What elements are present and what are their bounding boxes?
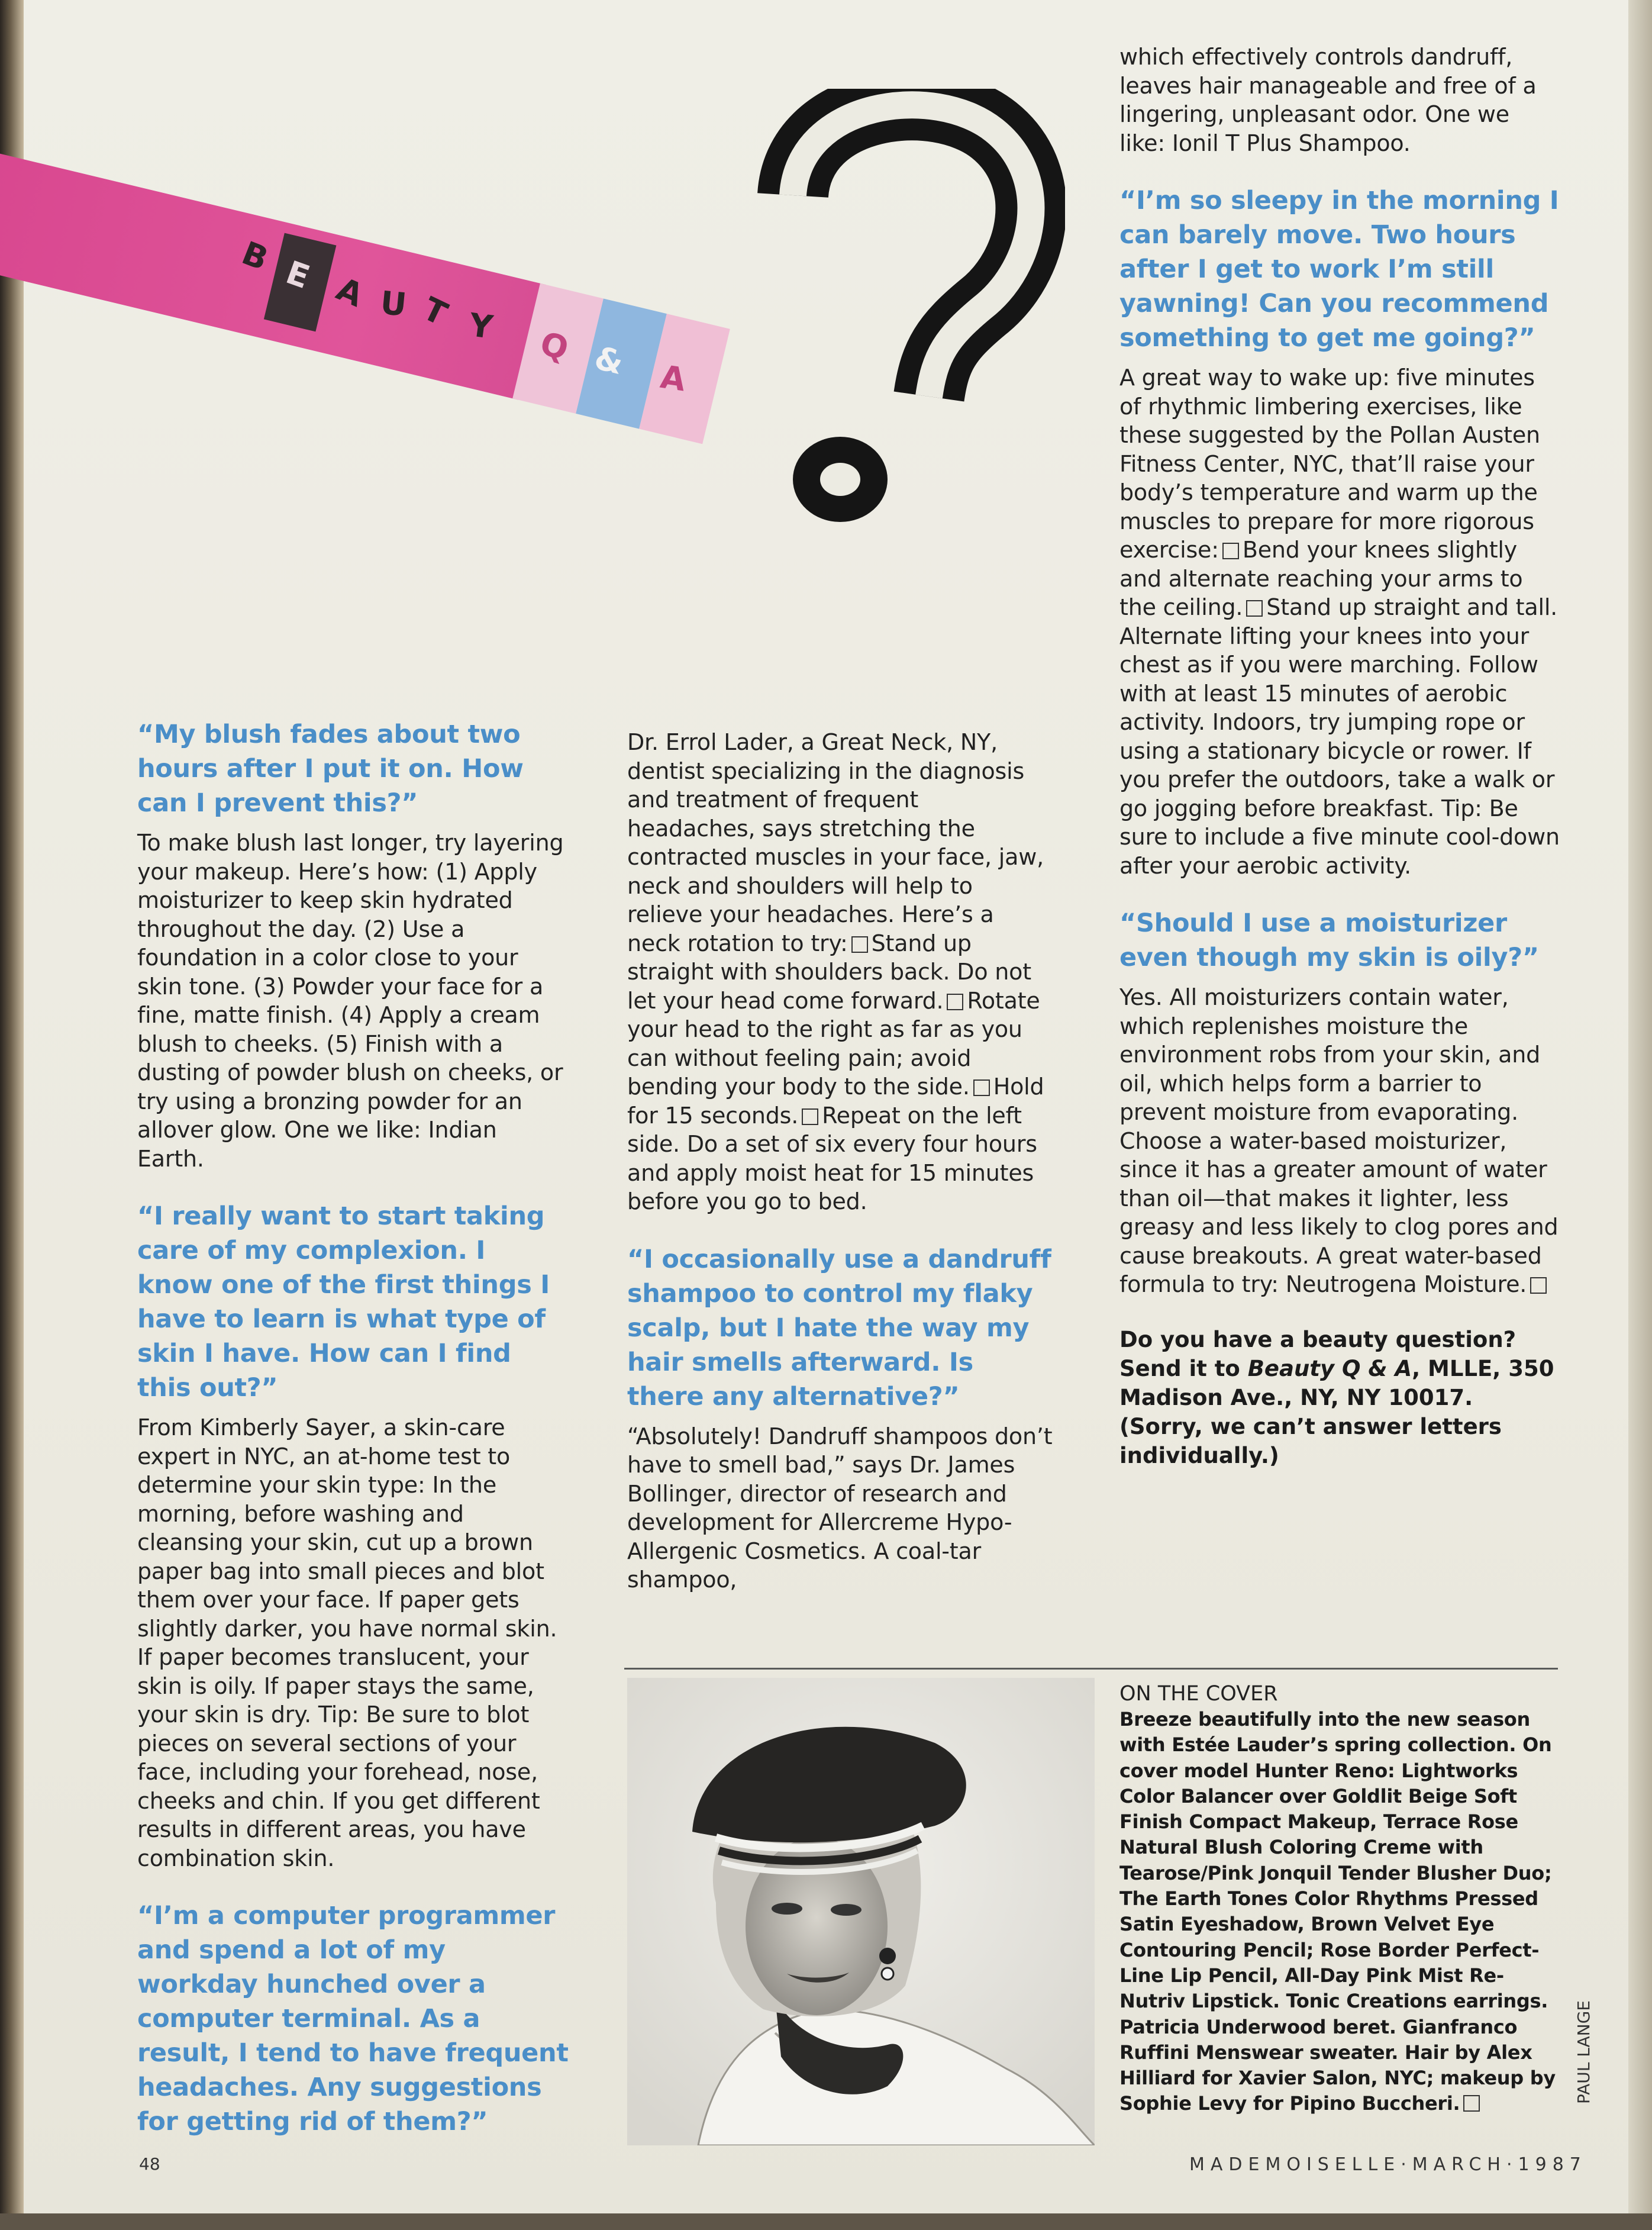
photo-credit: PAUL LANGE xyxy=(1574,2000,1593,2104)
column-2 xyxy=(627,728,1053,1594)
answer-skin-type: From Kimberly Sayer, a skin-care expert in NYC, an at-home test to determine your skin type: In the morning, before washing and cleansing your skin, cut up a brown paper bag into small pieces and blot them over your face. If paper gets slightly darker, you have normal skin. If paper becomes translucent, your skin is oily. If paper stays the same, your skin is dry. Tip: Be sure to blot pieces on several sections of your face, including your forehead, nose, cheeks and chin. If you get different results in different areas, you have combination skin. xyxy=(137,1414,557,1871)
answer-headaches-step-4: Repeat on the left side. Do a set of six every four hours and apply moist heat for 15 minutes before you go to bed. xyxy=(627,1102,1037,1214)
reader-question-note xyxy=(1119,1325,1560,1470)
answer-blush: To make blush last longer, try layering your makeup. Here’s how: (1) Apply moisturizer to keep skin hydrated throughout the day. (2) Use a foundation in a color close to your skin tone. (3) Powder your face for a fine, matte finish. (4) Apply a cream blush to cheeks. (5) Finish with a dusting of powder blush on cheeks, or try using a bronzing powder for an allover glow. One we like: Indian Earth. xyxy=(137,830,564,1172)
note-column-name: Beauty Q & A xyxy=(1247,1355,1412,1381)
end-box-icon xyxy=(1463,2095,1480,2112)
next-page-edge xyxy=(1628,0,1652,2230)
question-headaches: “I’m a computer programmer and spend a lot of my workday hunched over a computer terminal. As a result, I tend to have frequent headaches. Any suggestions for getting rid of them?” xyxy=(137,1901,569,2136)
on-the-cover-text xyxy=(1119,1707,1560,2117)
answer-sleepy-step-2: Stand up straight and tall. Alternate lifting your knees into your chest as if you were marching. Follow with at least 15 minutes of aerobic activity. Indoors, try jumping rope or using a stationary bicycle or rower. If you prefer the outdoors, take a walk or go jogging before breakfast. Tip: Be sure to include a five minute cool-down after your aerobic activity. xyxy=(1119,594,1560,879)
answer-moisturizer-text: Yes. All moisturizers contain water, which replenishes moisture the environment robs from your skin, and oil, which helps form a barrier to prevent moisture from evaporating. Choose a water-based moisturizer, since it has a greater amount of water than oil—that makes it lighter, less greasy and less likely to clog pores and cause breakouts. A great water-based formula to try: Neutrogena Moisture. xyxy=(1119,984,1559,1297)
bullet-box-icon xyxy=(973,1079,990,1096)
page-number: 48 xyxy=(139,2154,160,2174)
answer-moisturizer xyxy=(1119,983,1560,1299)
banner-letter: U xyxy=(379,283,408,324)
answer-headaches-step-3: Hold for 15 seconds. xyxy=(627,1074,1044,1129)
bullet-box-icon xyxy=(947,994,963,1010)
bullet-box-icon xyxy=(1222,543,1239,559)
answer-headaches-step-2: Rotate your head to the right as far as you can without feeling pain; avoid bending your body to the side. xyxy=(627,987,1040,1100)
cover-model-photo xyxy=(627,1678,1095,2145)
cover-model-illustration xyxy=(627,1678,1095,2145)
banner-letter: Q xyxy=(535,324,573,368)
answer-sleepy-intro: A great way to wake up: five minutes of rhythmic limbering exercises, like these suggested by the Pollan Austen Fitness Center, NYC, that’ll raise your body’s temperature and warm up the muscles to prepare for more rigorous exercise: xyxy=(1119,365,1540,563)
banner-letter: B xyxy=(237,234,273,278)
note-text-1: Do you have a beauty question? Send it to xyxy=(1119,1326,1517,1381)
question-moisturizer: “Should I use a moisturizer even though my skin is oily?” xyxy=(1119,908,1539,972)
banner-letter: A xyxy=(658,357,688,399)
answer-headaches xyxy=(627,728,1053,1216)
answer-headaches-step-1: Stand up straight with shoulders back. Do not let your head come forward. xyxy=(627,930,1031,1014)
question-skin-type: “I really want to start taking care of my complexion. I know one of the first things I have to learn is what type of skin I have. How can I find this out?” xyxy=(137,1201,550,1403)
banner-letter: A xyxy=(331,270,369,314)
answer-dandruff-continued: which effectively controls dandruff, leaves hair manageable and free of a lingering, unpleasant odor. One we like: Ionil T Plus Shampoo. xyxy=(1119,44,1537,156)
banner-letter: Y xyxy=(467,306,495,346)
answer-dandruff: “Absolutely! Dandruff shampoos don’t have to smell bad,” says Dr. James Bollinger, director of research and development for Allercreme Hypo-Allergenic Cosmetics. A coal-tar shampoo, xyxy=(627,1423,1053,1593)
bullet-box-icon xyxy=(802,1108,818,1125)
bullet-box-icon xyxy=(1246,600,1263,617)
end-box-icon xyxy=(1530,1277,1547,1294)
question-sleepy: “I’m so sleepy in the morning I can barely move. Two hours after I get to work I’m still yawning! Can you recommend something to get me going?” xyxy=(1119,186,1559,353)
page-binding-shadow xyxy=(0,0,24,2230)
bullet-box-icon xyxy=(851,936,868,953)
cover-credits: Breeze beautifully into the new season with Estée Lauder’s spring collection. On cover model Hunter Reno: Lightworks Color Balancer over Goldlit Beige Soft Finish Compact Makeup, Terrace Rose Natural Blush Coloring Creme with Tearose/Pink Jonquil Tender Blusher Duo; The Earth Tones Color Rhythms Pressed Satin Eyeshadow, Brown Velvet Eye Contouring Pencil; Rose Border Perfect-Line Lip Pencil, All-Day Pink Mist Re-Nutriv Lipstick. Tonic Creations earrings. Patricia Underwood beret. Gianfranco Ruffini Menswear sweater. Hair by Alex Hilliard for Xavier Salon, NYC; makeup by Sophie Levy for Pipino Buccheri. xyxy=(1119,1708,1556,2115)
question-mark-graphic xyxy=(757,89,1065,539)
magazine-folio: MADEMOISELLE·MARCH·1987 xyxy=(1189,2154,1587,2175)
page-bottom-edge xyxy=(0,2213,1652,2230)
answer-sleepy-step-1: Bend your knees slightly and alternate reaching your arms to the ceiling. xyxy=(1119,537,1523,620)
note-text-2: , MLLE, 350 Madison Ave., NY, NY 10017. (Sorry, we can’t answer letters individually.) xyxy=(1119,1355,1554,1468)
section-divider xyxy=(624,1668,1558,1670)
answer-sleepy xyxy=(1119,363,1560,880)
on-the-cover-section xyxy=(1119,1681,1560,2117)
answer-headaches-intro: Dr. Errol Lader, a Great Neck, NY, dentist specializing in the diagnosis and treatment of frequent headaches, says stretching the contracted muscles in your face, jaw, neck and shoulders will help to relieve your headaches. Here’s a neck rotation to try: xyxy=(627,729,1044,956)
question-dandruff: “I occasionally use a dandruff shampoo to control my flaky scalp, but I hate the way my hair smells afterward. Is there any alternative?” xyxy=(627,1244,1051,1412)
banner-letter: & xyxy=(591,339,627,382)
banner-letter: T xyxy=(417,289,453,333)
column-3 xyxy=(1119,43,1560,1470)
column-1 xyxy=(137,717,569,2139)
question-blush: “My blush fades about two hours after I put it on. How can I prevent this?” xyxy=(137,720,524,818)
on-the-cover-label: ON THE COVER xyxy=(1119,1682,1278,1706)
banner-letter: E xyxy=(281,253,315,297)
